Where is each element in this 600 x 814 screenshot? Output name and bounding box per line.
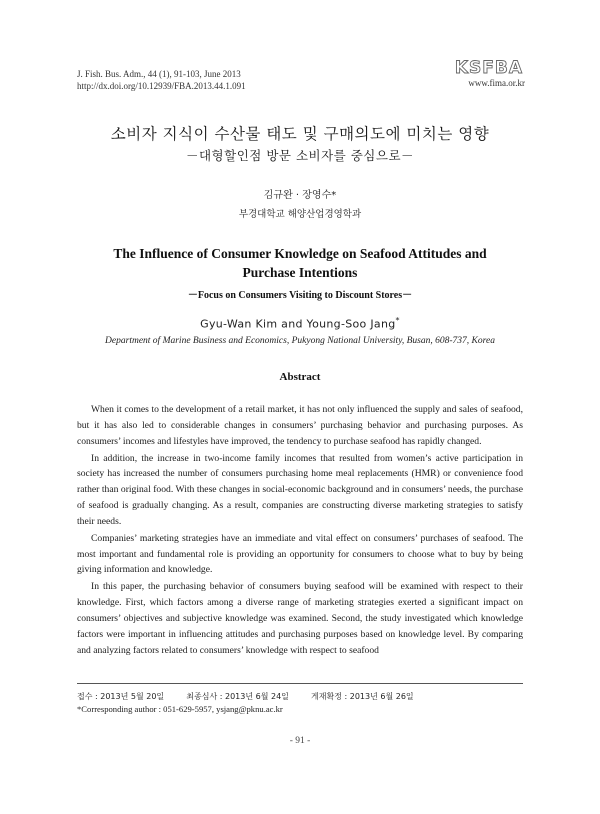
english-affiliation: Department of Marine Business and Economics, Pukyong National University, Busan, 608-737, Korea [105, 336, 495, 346]
abstract-paragraph: Companies’ marketing strategies have an immediate and vital effect on consumers’ purchases of seafood. The most important and fundamental role is providing an opportunity for consumers to choose what to buy by being giving information and knowledge. [77, 532, 523, 576]
journal-doi[interactable]: http://dx.doi.org/10.12939/FBA.2013.44.1.091 [77, 81, 246, 91]
english-subtitle: －Focus on Consumers Visiting to Discount Stores－ [187, 290, 413, 301]
corresponding-author: *Corresponding author : 051-629-5957, ysjang@pknu.ac.kr [77, 704, 283, 714]
english-authors [0, 316, 600, 331]
page-number: - 91 - [289, 736, 311, 746]
journal-info [77, 68, 246, 92]
abstract-body [77, 402, 523, 660]
publisher-url[interactable]: www.fima.or.kr [468, 78, 525, 88]
korean-title: 소비자 지식이 수산물 태도 및 구매의도에 미치는 영향 [110, 125, 490, 143]
accepted-date: 게재확정 : 2013년 6월 26일 [311, 692, 414, 701]
korean-subtitle: －대형할인점 방문 소비자를 중심으로－ [185, 148, 415, 163]
english-title [0, 244, 600, 282]
received-date: 접수 : 2013년 5월 20일 [77, 692, 165, 701]
ksfba-logo: KSFBA [454, 58, 523, 78]
abstract-heading: Abstract [279, 371, 321, 383]
korean-authors: 김규완 · 장영수* [263, 190, 337, 201]
reviewed-date: 최종심사 : 2013년 6월 24일 [186, 692, 289, 701]
manuscript-dates [77, 690, 434, 703]
abstract-paragraph: In this paper, the purchasing behavior of consumers buying seafood will be examined with respect to their knowledge. First, which factors among a diverse range of marketing strategies exerted a significant impact on consumers’ objectives and subjective knowledge was examined. Second, the study investigated which knowledge factors were important in influencing attitudes and purchasing purposes based on knowledge level. By comparing and analyzing factors related to consumers’ knowledge with respect to seafood [77, 581, 523, 656]
english-title-line-1: The Influence of Consumer Knowledge on Seafood Attitudes and [113, 246, 487, 261]
footnote [77, 690, 434, 716]
abstract-paragraph: In addition, the increase in two-income family incomes that resulted from women’s active participation in society has increased the number of consumers purchasing home meal replacements (HMR) or convenience food rather than original food. With these changes in social-economic background and in consumers’ needs, the purchase of seafood is gradually changing. As a result, companies are constructing diverse marketing strategies to satisfy their needs. [77, 452, 523, 527]
publisher-logo [453, 58, 525, 88]
abstract-paragraph: When it comes to the development of a retail market, it has not only influenced the supply and sales of seafood, but it has also led to considerable changes in consumers’ purchasing behavior and purchasing purposes. As consumers’ incomes and lifestyles have improved, the tendency to purchase seafood has rapidly changed. [77, 404, 523, 447]
english-title-line-2: Purchase Intentions [242, 265, 358, 280]
korean-affiliation: 부경대학교 해양산업경영학과 [238, 209, 362, 220]
footnote-divider [77, 683, 523, 684]
journal-citation: J. Fish. Bus. Adm., 44 (1), 91-103, June 2013 [77, 69, 241, 79]
english-author-names: Gyu-Wan Kim and Young-Soo Jang [200, 317, 396, 331]
corresponding-mark: * [395, 316, 400, 325]
